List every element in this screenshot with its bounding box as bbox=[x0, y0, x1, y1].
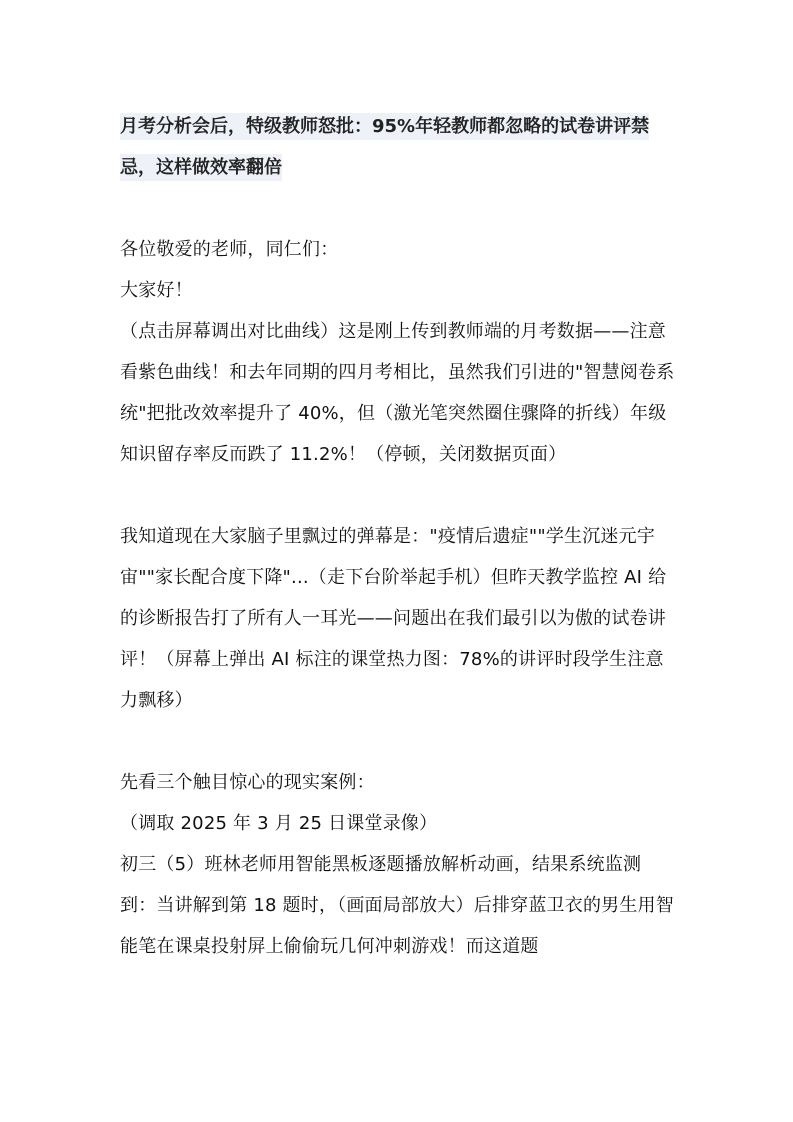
section-cases bbox=[120, 762, 676, 967]
paragraph-ai-diagnosis: 我知道现在大家脑子里飘过的弹幕是："疫情后遗症""学生沉迷元宇宙""家长配合度下降"...（走下台阶举起手机）但昨天教学监控 AI 给的诊断报告打了所有人一耳光——问题出在我们最引以为傲的试卷讲评！（屏幕上弹出 AI 标注的课堂热力图：78%的讲评时段学生注意力飘移） bbox=[120, 526, 667, 711]
paragraph-cases-intro: 先看三个触目惊心的现实案例： bbox=[120, 772, 375, 793]
paragraph-recording-note: （调取 2025 年 3 月 25 日课堂录像） bbox=[120, 813, 438, 834]
spacer bbox=[120, 188, 676, 229]
section-greeting bbox=[120, 229, 676, 475]
spacer bbox=[120, 721, 676, 762]
paragraph-data-comparison: （点击屏幕调出对比曲线）这是刚上传到教师端的月考数据——注意看紫色曲线！和去年同期的四月考相比，虽然我们引进的"智慧阅卷系统"把批改效率提升了 40%，但（激光笔突然圈住骤降的折线）年级知识留存率反而跌了 11.2%！（停顿，关闭数据页面） bbox=[120, 321, 675, 465]
spacer bbox=[120, 475, 676, 516]
section-diagnosis bbox=[120, 516, 676, 721]
title-highlight: 月考分析会后，特级教师怒批：95%年轻教师都忽略的试卷讲评禁忌，这样做效率翻倍 bbox=[120, 113, 649, 181]
paragraph-hello: 大家好！ bbox=[120, 280, 193, 301]
document-title bbox=[120, 106, 676, 188]
document-page bbox=[120, 106, 676, 967]
paragraph-salutation: 各位敬爱的老师，同仁们： bbox=[120, 239, 339, 260]
paragraph-case-one: 初三（5）班林老师用智能黑板逐题播放解析动画，结果系统监测到：当讲解到第 18 题时，（画面局部放大）后排穿蓝卫衣的男生用智能笔在课桌投射屏上偷偷玩几何冲刺游戏！而这道题 bbox=[120, 854, 674, 957]
